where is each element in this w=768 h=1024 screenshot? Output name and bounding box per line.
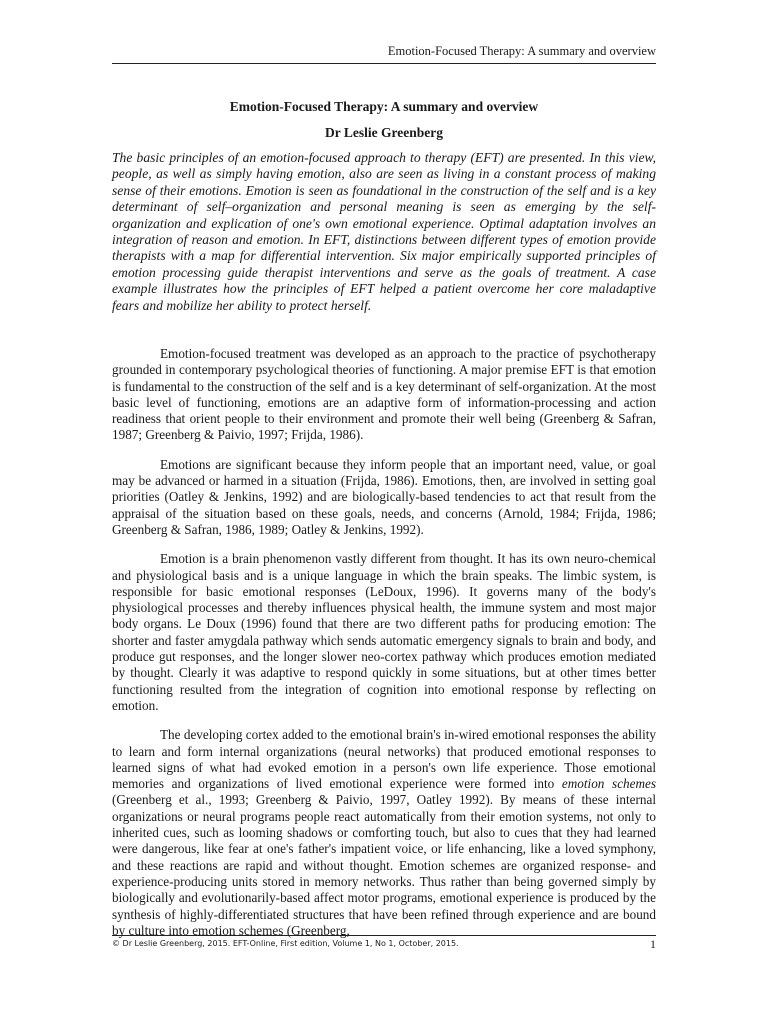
- running-header: Emotion-Focused Therapy: A summary and overview: [112, 44, 656, 64]
- paragraph-3: Emotion is a brain phenomenon vastly different from thought. It has its own neuro-chemical and physiological basis and is a unique language in which the brain speaks. The limbic system, is responsible for basic emotional responses (LeDoux, 1996). It governs many of the body's physiological processes and thereby influences physical health, the immune system and most major body organs. Le Doux (1996) found that there are two different paths for producing emotion: The shorter and faster amygdala pathway which sends automatic emergency signals to brain and body, and produce gut responses, and the longer slower neo-cortex pathway which produces emotion mediated by thought. Clearly it was adaptive to respond quickly in some situations, but at other times better functioning resulted from the integration of cognition into emotional response by reflecting on emotion.: [112, 551, 656, 713]
- paragraph-2: Emotions are significant because they inform people that an important need, value, or goal may be advanced or harmed in a situation (Frijda, 1986). Emotions, then, are involved in setting goal priorities (Oatley & Jenkins, 1992) and are biologically-based tendencies to act that result from the appraisal of the situation based on these goals, needs, and concerns (Arnold, 1984; Frijda, 1986; Greenberg & Safran, 1986, 1989; Oatley & Jenkins, 1992).: [112, 456, 656, 537]
- paragraph-4-text-b: (Greenberg et al., 1993; Greenberg & Paivio, 1997, Oatley 1992). By means of these internal organizations or neural programs people react automatically from their emotion systems, not only to inherited cues, such as looming shadows or comforting touch, but also to cues that they had learned were dangerous, like fear at one's father's impatient voice, or life enhancing, like a loved symphony, and these reactions are rapid and without thought. Emotion schemes are organized response- and experience-producing units stored in memory networks. Thus rather than being governed simply by biologically and evolutionarily-based affect motor programs, emotional experience is produced by the synthesis of highly-differentiated structures that have been refined through experience and are bound by culture into emotion schemes (Greenberg,: [112, 792, 656, 938]
- page-number: 1: [650, 937, 656, 951]
- abstract: The basic principles of an emotion-focused approach to therapy (EFT) are presented. In this view, people, as well as simply having emotion, also are seen as living in a constant process of making sense of their emotions. Emotion is seen as foundational in the construction of the self and is a key determinant of self–organization and personal meaning is seen as emerging by the self-organization and explication of one's own emotional experience. Optimal adaptation involves an integration of reason and emotion. In EFT, distinctions between different types of emotion provide therapists with a map for differential intervention. Six major empirically supported principles of emotion processing guide therapist interventions and serve as the goals of treatment. A case example illustrates how the principles of EFT helped a patient overcome her core maladaptive fears and mobilize her ability to protect herself.: [112, 150, 656, 313]
- paragraph-1: Emotion-focused treatment was developed as an approach to the practice of psychotherapy grounded in contemporary psychological theories of functioning. A major premise EFT is that emotion is fundamental to the construction of the self and is a key determinant of self-organization. At the most basic level of functioning, emotions are an adaptive form of information-processing and action readiness that orient people to their environment and promote their well being (Greenberg & Safran, 1987; Greenberg & Paivio, 1997; Frijda, 1986).: [112, 346, 656, 443]
- document-title: Emotion-Focused Therapy: A summary and overview: [229, 99, 539, 114]
- paragraph-4: [112, 727, 656, 939]
- paragraph-4-emphasis: emotion schemes: [561, 776, 656, 792]
- footer-citation: © Dr Leslie Greenberg, 2015. EFT-Online, First edition, Volume 1, No 1, October, 2015.: [112, 939, 459, 948]
- body-text: [112, 346, 656, 952]
- title-block: [112, 98, 656, 142]
- footer: [112, 935, 656, 951]
- paragraph-4-text-a: The developing cortex added to the emotional brain's in-wired emotional responses the ability to learn and form internal organizations (neural networks) that produced emotional responses to learned signs of what had evoked emotion in a person's own life experience. Those emotional memories and organizations of lived emotional experience were formed into: [112, 727, 656, 792]
- document-author: Dr Leslie Greenberg: [325, 125, 443, 140]
